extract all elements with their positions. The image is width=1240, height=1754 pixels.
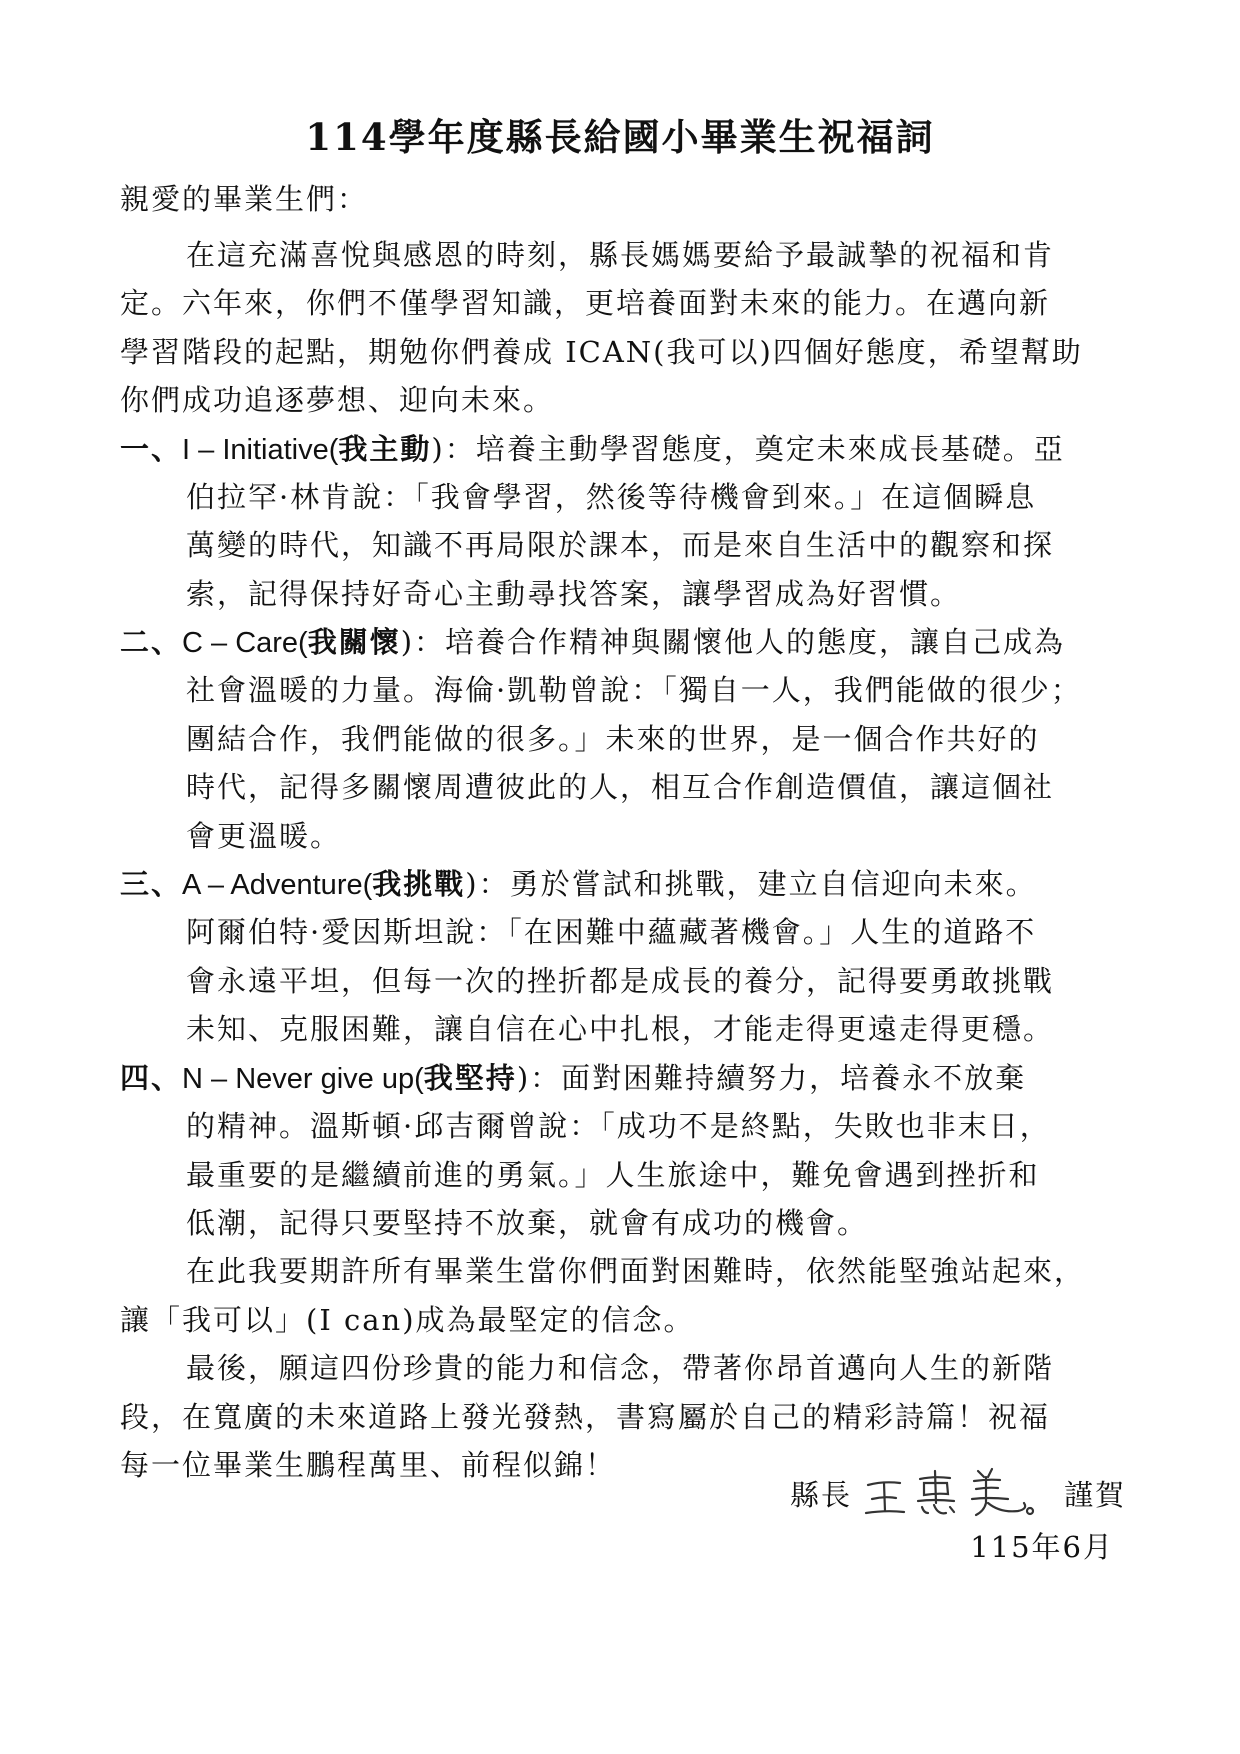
signature-prefix: 縣長 (790, 1477, 853, 1512)
item-text: )：培養主動學習態度，奠定未來成長基礎。亞 (431, 432, 1065, 466)
item-line: 未知、克服困難，讓自信在心中扎根，才能走得更遠走得更穩。 (186, 1012, 1055, 1046)
item-line: 伯拉罕·林肯說：「我會學習，然後等待機會到來。」在這個瞬息 (186, 480, 1037, 514)
item-keyword: 我挑戰 (372, 867, 466, 901)
item-text: )：勇於嘗試和挑戰，建立自信迎向未來。 (465, 867, 1037, 901)
item-line: 時代，記得多關懷周遭彼此的人，相互合作創造價值，讓這個社 (186, 770, 1055, 804)
intro-line: 在這充滿喜悅與感恩的時刻，縣長媽媽要給予最誠摯的祝福和肯 (186, 238, 1055, 272)
item-line: 會永遠平坦，但每一次的挫折都是成長的養分，記得要勇敢挑戰 (186, 964, 1055, 998)
item-heading (120, 620, 1065, 665)
intro-line: 定。六年來，你們不僅學習知識，更培養面對未來的能力。在邁向新 (120, 286, 1051, 320)
item-heading (120, 427, 1065, 472)
closing-line: 段，在寬廣的未來道路上發光發熱，書寫屬於自己的精彩詩篇！祝福 (120, 1400, 1051, 1434)
page-title: 114學年度縣長給國小畢業生祝福詞 (305, 115, 935, 159)
item-line: 萬變的時代，知識不再局限於課本，而是來自生活中的觀察和探 (186, 528, 1055, 562)
item-line: 團結合作，我們能做的很多。」未來的世界，是一個合作共好的 (186, 722, 1040, 756)
item-number: 一、 (120, 432, 183, 466)
item-line: 索，記得保持好奇心主動尋找答案，讓學習成為好習慣。 (186, 577, 962, 611)
intro-line: 你們成功追逐夢想、迎向未來。 (120, 383, 555, 417)
intro-line: 學習階段的起點，期勉你們養成 ICAN(我可以)四個好態度，希望幫助 (120, 335, 1083, 369)
item-keyword: 我主動 (338, 432, 432, 466)
closing-line: 讓「我可以」(I can)成為最堅定的信念。 (120, 1303, 695, 1337)
closing-line: 每一位畢業生鵬程萬里、前程似錦！ (120, 1448, 617, 1482)
item-code: C – Care( (182, 627, 308, 659)
item-text: )：培養合作精神與關懷他人的態度，讓自己成為 (400, 625, 1066, 659)
item-text: )：面對困難持續努力，培養永不放棄 (516, 1061, 1027, 1095)
item-heading (120, 1056, 1026, 1101)
closing-line: 最後，願這四份珍貴的能力和信念，帶著你昂首邁向人生的新階 (186, 1351, 1055, 1385)
item-line: 低潮，記得只要堅持不放棄，就會有成功的機會。 (186, 1206, 869, 1240)
signature-block (790, 1462, 1126, 1524)
item-keyword: 我關懷 (307, 625, 401, 659)
item-code: I – Initiative( (182, 434, 339, 466)
item-line: 的精神。溫斯頓·邱吉爾曾說：「成功不是終點，失敗也非末日， (186, 1109, 1051, 1143)
item-line: 阿爾伯特·愛因斯坦說：「在困難中蘊藏著機會。」人生的道路不 (186, 915, 1037, 949)
handwritten-signature (858, 1463, 1058, 1523)
signature-suffix: 謹賀 (1064, 1477, 1127, 1512)
item-line: 最重要的是繼續前進的勇氣。」人生旅途中，難免會遇到挫折和 (186, 1158, 1040, 1192)
item-code: N – Never give up( (182, 1063, 424, 1095)
closing-line: 在此我要期許所有畢業生當你們面對困難時，依然能堅強站起來， (186, 1254, 1086, 1288)
item-heading (120, 862, 1037, 907)
item-keyword: 我堅持 (423, 1061, 517, 1095)
salutation: 親愛的畢業生們： (120, 182, 369, 216)
date: 115年6月 (970, 1530, 1114, 1564)
item-number: 三、 (120, 867, 183, 901)
item-number: 二、 (120, 625, 183, 659)
item-number: 四、 (120, 1061, 183, 1095)
item-code: A – Adventure( (182, 869, 373, 901)
item-line: 社會溫暖的力量。海倫·凱勒曾說：「獨自一人，我們能做的很少； (186, 673, 1082, 707)
item-line: 會更溫暖。 (186, 819, 342, 853)
